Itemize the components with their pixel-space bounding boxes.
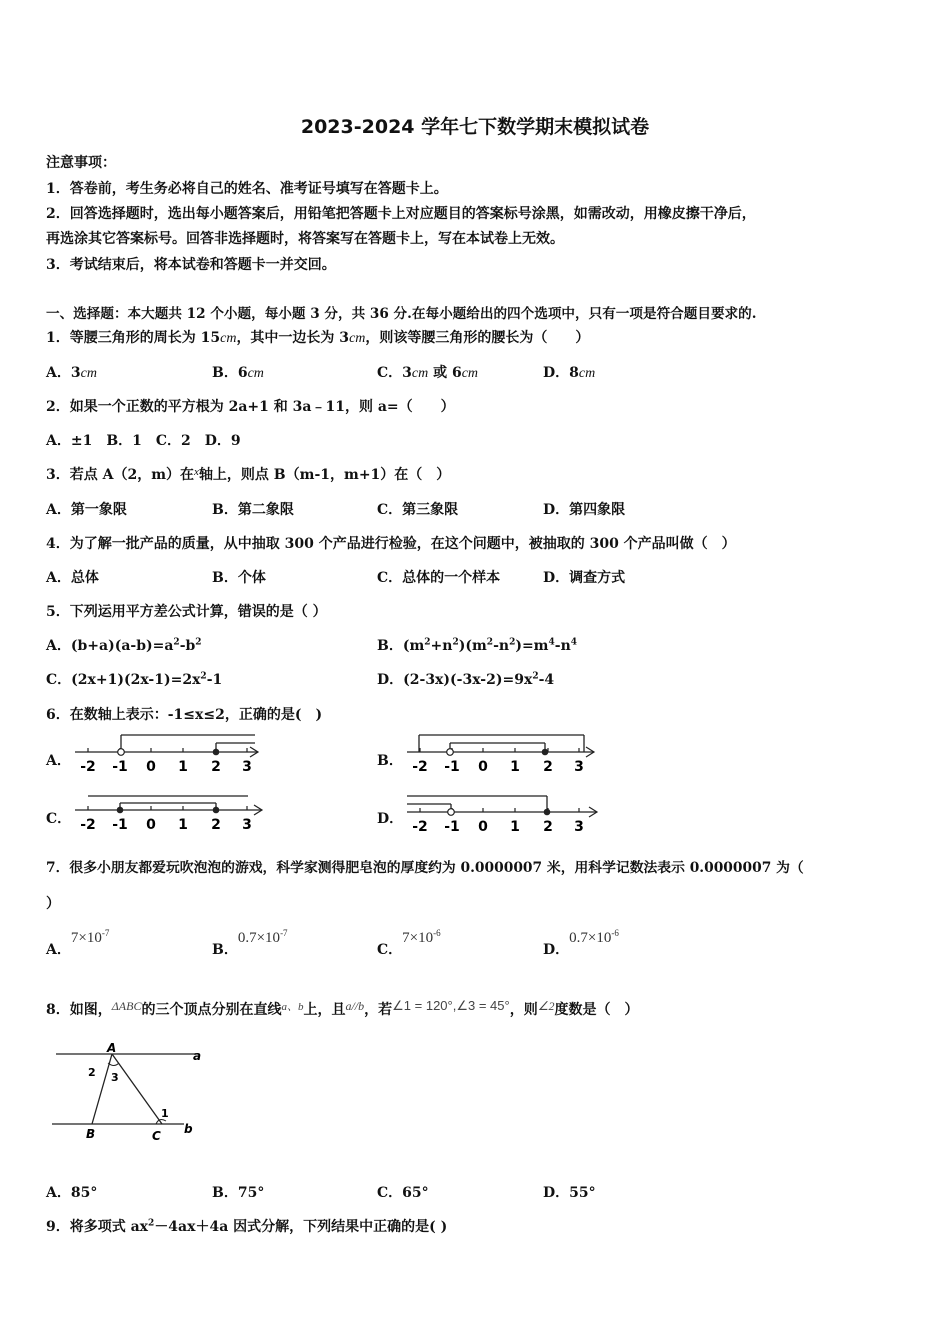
tick-label: 3 <box>574 759 584 775</box>
q8-option-a[interactable]: A．85° <box>46 1185 98 1201</box>
q5-option-c[interactable]: C．$(2x+1)(2x-1)=2x^2-1$ <box>46 671 223 688</box>
q3-option-a[interactable]: A．第一象限 <box>46 502 127 518</box>
notice-item-2b: 再选涂其它答案标号。回答非选择题时，将答案写在答题卡上，写在本试卷上无效。 <box>46 231 564 247</box>
tick-label: 1 <box>178 817 188 833</box>
closed-dot <box>542 749 549 756</box>
q8-option-c[interactable]: C．65° <box>377 1185 429 1201</box>
tick-label: 1 <box>510 759 520 775</box>
q1-option-b[interactable]: B．6cm <box>212 365 264 381</box>
closed-dot <box>213 749 220 756</box>
closed-dot-right <box>213 807 220 814</box>
question-8: 8．如图，ΔABC的三个顶点分别在直线$^{a、b}$上，且a//b，若∠1 = 120°,∠3 = 45°，则∠2度数是（ ） <box>46 998 639 1018</box>
tick-label: 3 <box>242 759 252 775</box>
question-1: 1．等腰三角形的周长为 15cm，其中一边长为 3cm，则该等腰三角形的腰长为（ ） <box>46 330 590 346</box>
closed-dot <box>544 809 551 816</box>
q4-option-d[interactable]: D．调查方式 <box>543 570 626 586</box>
angle-1-label: 1 <box>161 1107 169 1120</box>
notice-heading: 注意事项： <box>46 155 116 171</box>
tick-label: 1 <box>178 759 188 775</box>
q4-option-c[interactable]: C．总体的一个样本 <box>377 570 501 586</box>
q7-option-b[interactable]: B．$0.7\times 10^{-7}$ <box>212 928 288 958</box>
vertex-b-label: B <box>86 1127 96 1141</box>
q5-option-a[interactable]: A．$(b+a)(a-b)=a^2-b^2$ <box>46 637 202 654</box>
q7-option-c[interactable]: C．$7\times 10^{-6}$ <box>377 928 441 958</box>
closed-dot-left <box>117 807 124 814</box>
q6-option-c-numberline[interactable] <box>70 790 270 840</box>
q8-option-b[interactable]: B．75° <box>212 1185 265 1201</box>
open-dot <box>447 749 454 756</box>
q5-option-d[interactable]: D．$(2-3x)(-3x-2)=9x^2-4$ <box>377 671 555 688</box>
tick-label: -1 <box>444 759 460 775</box>
question-9: 9．将多项式 $ax^2-4ax+4a$ 因式分解，下列结果中正确的是( ) <box>46 1218 448 1235</box>
tick-label: 0 <box>478 759 488 775</box>
q5-option-b[interactable]: B．$(m^2+n^2)(m^2-n^2)=m^4-n^4$ <box>377 637 578 654</box>
q1-option-c[interactable]: C．3cm 或 6cm <box>377 365 479 381</box>
q6-option-a-numberline[interactable] <box>70 732 270 782</box>
tick-label: -2 <box>412 819 428 835</box>
q3-option-b[interactable]: B．第二象限 <box>212 502 294 518</box>
tick-label: 0 <box>478 819 488 835</box>
question-6: 6．在数轴上表示：-1≤x≤2，正确的是( ) <box>46 707 323 723</box>
q6-option-a-label[interactable]: A． <box>46 753 71 769</box>
tick-label: -2 <box>80 759 96 775</box>
vertex-c-label: C <box>152 1129 161 1143</box>
question-7-cont: ） <box>46 896 60 912</box>
tick-label: 2 <box>543 819 553 835</box>
q1-option-d[interactable]: D．8cm <box>543 365 596 381</box>
notice-item-1: 1．答卷前，考生务必将自己的姓名、准考证号填写在答题卡上。 <box>46 181 448 197</box>
question-7: 7．很多小朋友都爱玩吹泡泡的游戏，科学家测得肥皂泡的厚度约为 0.0000007 米，用科学记数法表示 0.0000007 为（ <box>46 860 804 876</box>
side-ab <box>92 1054 112 1124</box>
q6-option-b-numberline[interactable] <box>402 732 602 782</box>
notice-item-3: 3．考试结束后，将本试卷和答题卡一并交回。 <box>46 257 336 273</box>
q6-option-c-label[interactable]: C． <box>46 811 72 827</box>
line-a-label: a <box>193 1049 202 1063</box>
q6-option-b-label[interactable]: B． <box>377 753 403 769</box>
tick-label: 2 <box>543 759 553 775</box>
q7-option-a[interactable]: A．$7\times 10^{-7}$ <box>46 928 110 958</box>
question-2: 2．如果一个正数的平方根为 2a+1 和 3a﹣11，则 a=（ ） <box>46 399 455 415</box>
tick-label: 3 <box>242 817 252 833</box>
notice-item-2a: 2．回答选择题时，选出每小题答案后，用铅笔把答题卡上对应题目的答案标号涂黑，如需改动，用橡皮擦干净后， <box>46 206 756 222</box>
tick-label: 0 <box>146 759 156 775</box>
angle-3-label: 3 <box>111 1071 119 1084</box>
tick-label: 1 <box>510 819 520 835</box>
tick-label: -1 <box>444 819 460 835</box>
question-4: 4．为了解一批产品的质量，从中抽取 300 个产品进行检验，在这个问题中，被抽取的 300 个产品叫做（ ） <box>46 536 736 552</box>
q6-option-d-numberline[interactable] <box>402 790 602 840</box>
q7-option-d[interactable]: D．$0.7\times 10^{-6}$ <box>543 928 619 958</box>
side-ac <box>112 1054 162 1124</box>
tick-label: 2 <box>211 759 221 775</box>
q4-option-a[interactable]: A．总体 <box>46 570 99 586</box>
tick-label: -1 <box>112 817 128 833</box>
tick-label: 3 <box>574 819 584 835</box>
open-dot <box>118 749 125 756</box>
tick-label: -2 <box>80 817 96 833</box>
page-title: 2023-2024 学年七下数学期末模拟试卷 <box>300 116 650 138</box>
q8-option-d[interactable]: D．55° <box>543 1185 596 1201</box>
question-3: 3．若点 A（2，m）在$^x$轴上，则点 B（m-1，m+1）在（ ） <box>46 466 451 483</box>
q3-option-c[interactable]: C．第三象限 <box>377 502 459 518</box>
vertex-a-label: A <box>107 1041 117 1055</box>
q6-option-d-label[interactable]: D． <box>377 811 404 827</box>
q4-option-b[interactable]: B．个体 <box>212 570 266 586</box>
line-b-label: b <box>184 1122 193 1136</box>
triangle-figure <box>48 1038 208 1148</box>
tick-label: -1 <box>112 759 128 775</box>
q3-option-d[interactable]: D．第四象限 <box>543 502 626 518</box>
section-heading: 一、选择题：本大题共 12 个小题，每小题 3 分，共 36 分.在每小题给出的四个选项中，只有一项是符合题目要求的. <box>46 306 757 322</box>
tick-label: 2 <box>211 817 221 833</box>
open-dot <box>448 809 455 816</box>
q1-option-a[interactable]: A．3cm <box>46 365 97 381</box>
q2-options[interactable]: A．±1 B．1 C．2 D．9 <box>46 433 241 449</box>
angle-2-label: 2 <box>88 1066 96 1079</box>
tick-label: 0 <box>146 817 156 833</box>
tick-label: -2 <box>412 759 428 775</box>
question-5: 5．下列运用平方差公式计算，错误的是（ ） <box>46 604 327 620</box>
